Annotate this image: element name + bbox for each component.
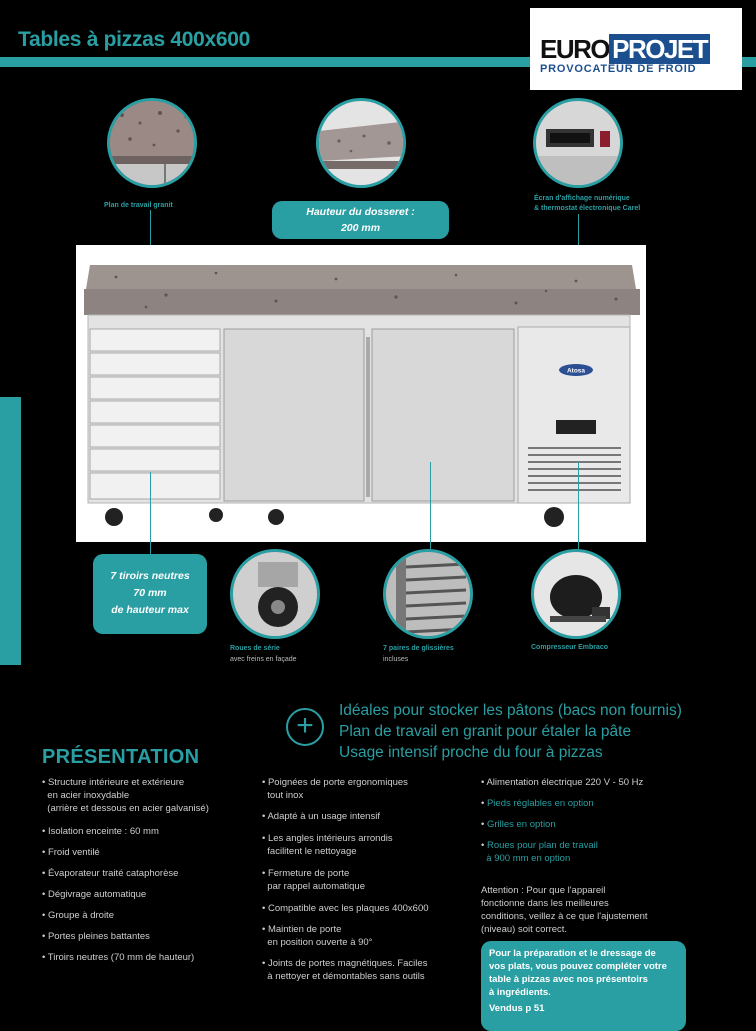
logo-euro: EURO — [540, 34, 610, 64]
feature-item: • Maintien de porte en position ouverte à 90° — [262, 924, 373, 948]
granite-detail-photo — [107, 98, 197, 188]
backsplash-label: Hauteur du dosseret : — [306, 206, 415, 218]
presentation-heading: PRÉSENTATION — [42, 746, 200, 768]
leader-line-drawers — [150, 472, 151, 554]
callout-backsplash-height — [272, 201, 449, 239]
accessories-note-box: Pour la préparation et le dressage de vos plats, vous pouvez compléter votre table à pizzas avec nos présentoirs à ingrédients. Vendus p 51 — [481, 941, 686, 1031]
caption-display-1: Écran d'affichage numérique — [534, 195, 630, 202]
option-item: • Grilles en option — [481, 819, 556, 830]
caption-casters-2: avec freins en façade — [230, 656, 297, 663]
feature-item: • Isolation enceinte : 60 mm — [42, 826, 159, 837]
feature-item: • Structure intérieure et extérieure en acier inoxydable (arrière et dessous en acier galvanisé) — [42, 777, 209, 814]
highlight-1: Idéales pour stocker les pâtons (bacs non fournis) — [339, 702, 682, 719]
caption-granit: Plan de travail granit — [104, 202, 173, 209]
backsplash-detail-photo — [316, 98, 406, 188]
atosa-badge: Atosa — [566, 367, 586, 375]
side-accent-bar — [0, 397, 21, 665]
logo-projet: PROJET — [609, 34, 710, 64]
caption-casters-1: Roues de série — [230, 645, 280, 652]
compressor-detail-photo — [531, 549, 621, 639]
option-item: • Pieds réglables en option — [481, 798, 594, 809]
backsplash-value: 200 mm — [340, 222, 381, 234]
pizza-table-photo — [76, 245, 646, 542]
feature-item: • Adapté à un usage intensif — [262, 811, 380, 822]
feature-item: • Groupe à droite — [42, 910, 114, 921]
option-item: • Alimentation électrique 220 V - 50 Hz — [481, 777, 644, 788]
feature-item: • Froid ventilé — [42, 847, 100, 858]
feature-list-1 — [42, 776, 209, 815]
logo-tagline: PROVOCATEUR DE FROID — [540, 63, 697, 75]
feature-item: • Dégivrage automatique — [42, 889, 147, 900]
feature-item: • Évaporateur traité cataphorèse — [42, 868, 179, 879]
feature-item: • Joints de portes magnétiques. Faciles à nettoyer et démontables sans outils — [262, 958, 428, 982]
caption-compressor: Compresseur Embraco — [531, 644, 609, 651]
option-item: • Roues pour plan de travail à 900 mm en option — [481, 840, 598, 864]
feature-item: • Les angles intérieurs arrondis facilitent le nettoyage — [262, 833, 393, 857]
feature-item: • Tiroirs neutres (70 mm de hauteur) — [42, 952, 195, 963]
feature-item: • Compatible avec les plaques 400x600 — [262, 903, 429, 914]
header-bar — [0, 57, 530, 67]
feature-item: • Portes pleines battantes — [42, 931, 150, 942]
display-detail-photo — [533, 98, 623, 188]
page-title: Tables à pizzas 400x600 — [18, 28, 251, 51]
feature-item: • Fermeture de porte par rappel automatique — [262, 868, 365, 892]
casters-detail-photo — [230, 549, 320, 639]
highlight-2: Plan de travail en granit pour étaler la pâte — [339, 723, 632, 740]
feature-item: • Poignées de porte ergonomiques tout inox — [262, 777, 408, 801]
page-reference: Vendus p 51 — [489, 1003, 545, 1014]
header-bar-right — [740, 57, 756, 67]
highlight-3: Usage intensif proche du four à pizzas — [339, 744, 603, 761]
caption-slides-2: incluses — [383, 656, 409, 663]
leader-line-compressor — [578, 462, 579, 549]
drawers-line-1: 7 tiroirs neutres — [110, 570, 190, 582]
callout-drawers — [93, 554, 207, 634]
europrojet-logo — [530, 8, 742, 90]
drawers-line-3: de hauteur max — [111, 604, 189, 616]
drawers-line-2: 70 mm — [133, 587, 167, 599]
slides-detail-photo — [383, 549, 473, 639]
plus-icon: + — [286, 708, 324, 746]
caption-display-2: & thermostat électronique Carel — [534, 205, 641, 212]
attention-note: Attention : Pour que l'appareil fonctionne dans les meilleures conditions, veillez à ce que l'ajustement (niveau) soit correct. — [481, 885, 648, 935]
caption-slides-1: 7 paires de glissières — [383, 645, 454, 652]
leader-line-slides — [430, 462, 431, 549]
